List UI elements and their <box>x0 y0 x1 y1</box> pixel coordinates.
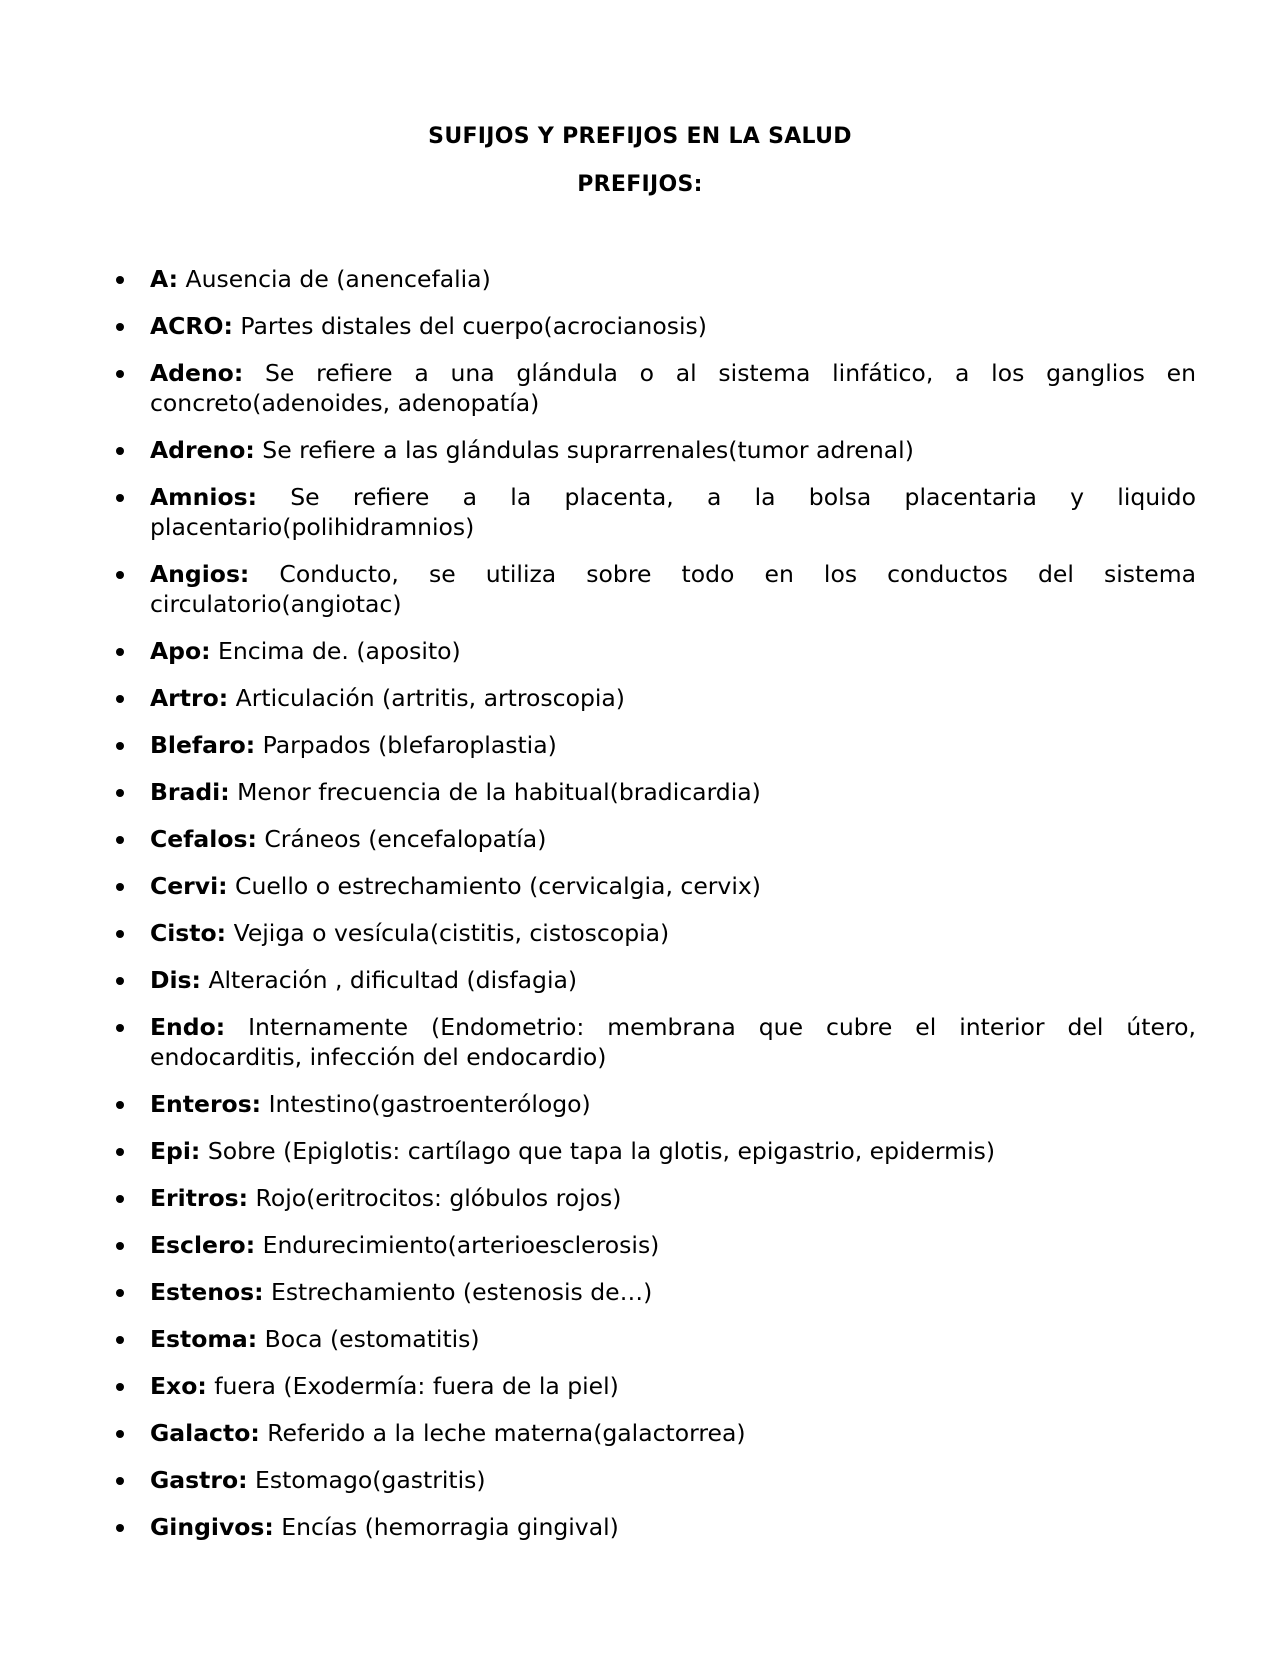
prefix-term: Angios: <box>150 560 250 588</box>
prefix-term: Epi: <box>150 1137 201 1165</box>
prefix-description: Conducto, se utiliza sobre todo en los conductos del sistema circulatorio(angiotac) <box>150 560 1196 618</box>
document-title: SUFIJOS Y PREFIJOS EN LA SALUD <box>428 124 852 149</box>
prefix-term: Gingivos: <box>150 1513 274 1541</box>
list-item <box>150 1465 1196 1495</box>
prefix-term: Exo: <box>150 1372 207 1400</box>
prefix-description: Articulación (artritis, artroscopia) <box>235 684 625 712</box>
bullet-icon <box>116 1242 124 1250</box>
bullet-icon <box>116 1430 124 1438</box>
prefix-description: Referido a la leche materna(galactorrea) <box>267 1419 746 1447</box>
prefix-description: Se refiere a una glándula o al sistema linfático, a los ganglios en concreto(adenoides, adenopatía) <box>150 359 1196 417</box>
list-item <box>150 965 1196 995</box>
prefix-term: Cervi: <box>150 872 228 900</box>
list-item <box>150 1324 1196 1354</box>
list-item <box>150 358 1196 418</box>
prefix-description: Parpados (blefaroplastia) <box>262 731 557 759</box>
prefix-description: Encías (hemorragia gingival) <box>281 1513 619 1541</box>
bullet-icon <box>116 883 124 891</box>
list-item <box>150 777 1196 807</box>
prefix-term: Enteros: <box>150 1090 262 1118</box>
prefix-term: Galacto: <box>150 1419 260 1447</box>
bullet-icon <box>116 1336 124 1344</box>
prefix-term: Cefalos: <box>150 825 257 853</box>
prefix-term: Artro: <box>150 684 229 712</box>
prefix-term: Estenos: <box>150 1278 264 1306</box>
prefix-description: Se refiere a las glándulas suprarrenales(tumor adrenal) <box>262 436 914 464</box>
bullet-icon <box>116 494 124 502</box>
prefix-description: Rojo(eritrocitos: glóbulos rojos) <box>255 1184 622 1212</box>
prefix-description: Sobre (Epiglotis: cartílago que tapa la glotis, epigastrio, epidermis) <box>207 1137 996 1165</box>
prefix-term: Amnios: <box>150 483 257 511</box>
list-item <box>150 730 1196 760</box>
list-item <box>150 1183 1196 1213</box>
bullet-icon <box>116 1195 124 1203</box>
bullet-icon <box>116 447 124 455</box>
prefix-description: Menor frecuencia de la habitual(bradicardia) <box>237 778 761 806</box>
bullet-icon <box>116 1383 124 1391</box>
prefix-description: Estomago(gastritis) <box>254 1466 486 1494</box>
list-item <box>150 918 1196 948</box>
bullet-icon <box>116 930 124 938</box>
prefix-description: fuera (Exodermía: fuera de la piel) <box>214 1372 619 1400</box>
bullet-icon <box>116 1524 124 1532</box>
prefix-description: Alteración , dificultad (disfagia) <box>208 966 578 994</box>
prefix-description: Cuello o estrechamiento (cervicalgia, cervix) <box>235 872 761 900</box>
list-item <box>150 871 1196 901</box>
prefix-description: Ausencia de (anencefalia) <box>185 265 491 293</box>
prefix-description: Partes distales del cuerpo(acrocianosis) <box>240 312 707 340</box>
list-item <box>150 311 1196 341</box>
prefix-term: Eritros: <box>150 1184 249 1212</box>
prefix-description: Endurecimiento(arterioesclerosis) <box>262 1231 660 1259</box>
prefix-term: Adeno: <box>150 359 244 387</box>
prefix-term: A: <box>150 265 179 293</box>
prefix-term: ACRO: <box>150 312 233 340</box>
prefix-term: Blefaro: <box>150 731 256 759</box>
bullet-icon <box>116 370 124 378</box>
list-item <box>150 824 1196 854</box>
list-item <box>150 1371 1196 1401</box>
prefix-term: Gastro: <box>150 1466 248 1494</box>
prefix-description: Encima de. (aposito) <box>218 637 461 665</box>
bullet-icon <box>116 1101 124 1109</box>
bullet-icon <box>116 571 124 579</box>
prefix-description: Boca (estomatitis) <box>264 1325 480 1353</box>
prefix-description: Internamente (Endometrio: membrana que cubre el interior del útero, endocarditis, infección del endocardio) <box>150 1013 1196 1071</box>
list-item <box>150 435 1196 465</box>
prefix-term: Endo: <box>150 1013 226 1041</box>
bullet-icon <box>116 648 124 656</box>
list-item <box>150 1418 1196 1448</box>
prefix-description: Se refiere a la placenta, a la bolsa placentaria y liquido placentario(polihidramnios) <box>150 483 1196 541</box>
prefix-description: Vejiga o vesícula(cistitis, cistoscopia) <box>233 919 670 947</box>
list-item <box>150 264 1196 294</box>
list-item <box>150 1012 1196 1072</box>
list-item <box>150 636 1196 666</box>
bullet-icon <box>116 977 124 985</box>
bullet-icon <box>116 789 124 797</box>
bullet-icon <box>116 1477 124 1485</box>
list-item <box>150 1277 1196 1307</box>
prefix-list <box>150 264 1196 1559</box>
bullet-icon <box>116 276 124 284</box>
prefix-term: Bradi: <box>150 778 230 806</box>
prefix-description: Cráneos (encefalopatía) <box>264 825 547 853</box>
list-item <box>150 482 1196 542</box>
list-item <box>150 1089 1196 1119</box>
prefix-term: Cisto: <box>150 919 227 947</box>
bullet-icon <box>116 1289 124 1297</box>
list-item <box>150 683 1196 713</box>
bullet-icon <box>116 1024 124 1032</box>
prefix-term: Adreno: <box>150 436 255 464</box>
prefix-term: Estoma: <box>150 1325 258 1353</box>
prefix-term: Dis: <box>150 966 201 994</box>
list-item <box>150 1136 1196 1166</box>
bullet-icon <box>116 323 124 331</box>
prefix-term: Esclero: <box>150 1231 256 1259</box>
prefix-description: Intestino(gastroenterólogo) <box>268 1090 591 1118</box>
list-item <box>150 559 1196 619</box>
list-item <box>150 1512 1196 1542</box>
prefix-term: Apo: <box>150 637 211 665</box>
bullet-icon <box>116 836 124 844</box>
bullet-icon <box>116 742 124 750</box>
list-item <box>150 1230 1196 1260</box>
section-heading: PREFIJOS: <box>577 172 703 197</box>
bullet-icon <box>116 695 124 703</box>
bullet-icon <box>116 1148 124 1156</box>
prefix-description: Estrechamiento (estenosis de…) <box>270 1278 653 1306</box>
